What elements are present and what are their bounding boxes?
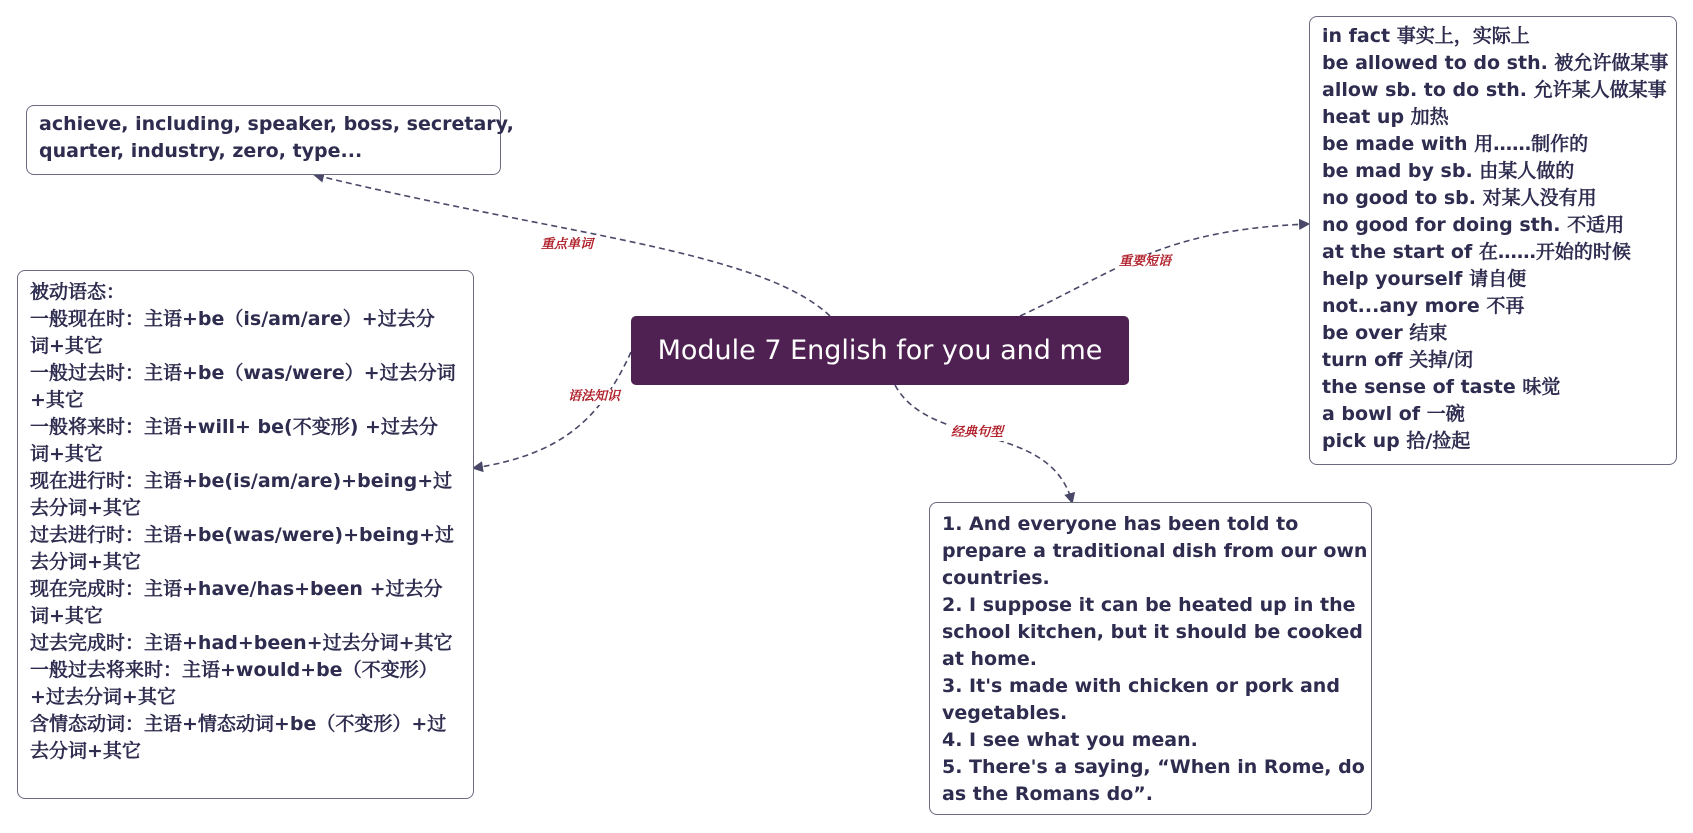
sentence-line: 4. I see what you mean. <box>942 729 1198 751</box>
grammar-line: 过去进行时：主语+be(was/were)+being+过 <box>30 524 455 546</box>
vocab-line: quarter, industry, zero, type... <box>39 140 363 162</box>
phrase-line: not...any more 不再 <box>1322 295 1525 317</box>
phrase-line: be over 结束 <box>1322 322 1448 344</box>
sentence-line: as the Romans do”. <box>942 783 1153 805</box>
phrase-line: the sense of taste 味觉 <box>1322 376 1561 398</box>
grammar-line: 去分词+其它 <box>30 497 141 519</box>
sentence-line: prepare a traditional dish from our own <box>942 540 1368 562</box>
sentence-line: 1. And everyone has been told to <box>942 513 1299 535</box>
phrase-line: no good for doing sth. 不适用 <box>1322 214 1625 236</box>
phrase-line: allow sb. to do sth. 允许某人做某事 <box>1322 79 1667 101</box>
vocab-node[interactable] <box>26 105 514 175</box>
edge-label-vocab: 重点单词 <box>541 237 594 252</box>
grammar-line: 词+其它 <box>30 605 103 627</box>
grammar-line: 去分词+其它 <box>30 740 141 762</box>
phrase-line: be allowed to do sth. 被允许做某事 <box>1322 52 1669 74</box>
phrase-line: help yourself 请自便 <box>1322 268 1527 290</box>
edge-sentences <box>895 385 1072 502</box>
grammar-line: +其它 <box>30 389 84 411</box>
central-topic-title: Module 7 English for you and me <box>657 335 1103 366</box>
grammar-line: 一般现在时：主语+be（is/am/are）+过去分 <box>30 308 435 330</box>
sentence-line: countries. <box>942 567 1050 589</box>
phrase-line: heat up 加热 <box>1322 106 1449 128</box>
edge-label-sentences: 经典句型 <box>951 425 1004 440</box>
phrases-node[interactable] <box>1309 16 1677 465</box>
grammar-line: 一般过去将来时：主语+would+be（不变形） <box>30 659 438 681</box>
phrase-line: pick up 拾/捡起 <box>1322 430 1471 452</box>
vocab-line: achieve, including, speaker, boss, secretary, <box>39 113 514 135</box>
phrase-line: at the start of 在……开始的时候 <box>1322 241 1631 263</box>
phrase-line: a bowl of 一碗 <box>1322 403 1465 425</box>
grammar-line: 过去完成时：主语+had+been+过去分词+其它 <box>30 632 453 654</box>
phrase-line: no good to sb. 对某人没有用 <box>1322 187 1597 209</box>
grammar-line: +过去分词+其它 <box>30 686 176 708</box>
grammar-line: 一般将来时：主语+will+ be(不变形) +过去分 <box>30 416 438 438</box>
grammar-line: 现在进行时：主语+be(is/am/are)+being+过 <box>30 470 453 492</box>
edge-label-grammar: 语法知识 <box>568 389 621 404</box>
sentence-line: at home. <box>942 648 1037 670</box>
grammar-line: 词+其它 <box>30 335 103 357</box>
grammar-line: 含情态动词：主语+情态动词+be（不变形）+过 <box>30 713 447 735</box>
edge-label-phrases: 重要短语 <box>1119 254 1172 269</box>
sentence-line: 5. There's a saying, “When in Rome, do <box>942 756 1365 778</box>
grammar-line: 被动语态： <box>30 281 126 303</box>
edge-phrases <box>1020 224 1308 316</box>
phrase-line: be made with 用……制作的 <box>1322 133 1589 155</box>
grammar-line: 一般过去时：主语+be（was/were）+过去分词 <box>30 362 456 384</box>
central-topic[interactable] <box>631 316 1129 385</box>
grammar-line: 现在完成时：主语+have/has+been +过去分 <box>30 578 443 600</box>
sentence-line: 3. It's made with chicken or pork and <box>942 675 1340 697</box>
sentences-node[interactable] <box>929 502 1372 815</box>
edge-grammar <box>474 352 631 468</box>
phrase-line: be mad by sb. 由某人做的 <box>1322 160 1575 182</box>
sentence-line: 2. I suppose it can be heated up in the <box>942 594 1356 616</box>
grammar-line: 去分词+其它 <box>30 551 141 573</box>
phrase-line: in fact 事实上，实际上 <box>1322 25 1530 47</box>
sentence-line: vegetables. <box>942 702 1068 724</box>
phrase-line: turn off 关掉/闭 <box>1322 349 1474 371</box>
grammar-line: 词+其它 <box>30 443 103 465</box>
grammar-node[interactable] <box>17 270 474 799</box>
sentence-line: school kitchen, but it should be cooked <box>942 621 1363 643</box>
